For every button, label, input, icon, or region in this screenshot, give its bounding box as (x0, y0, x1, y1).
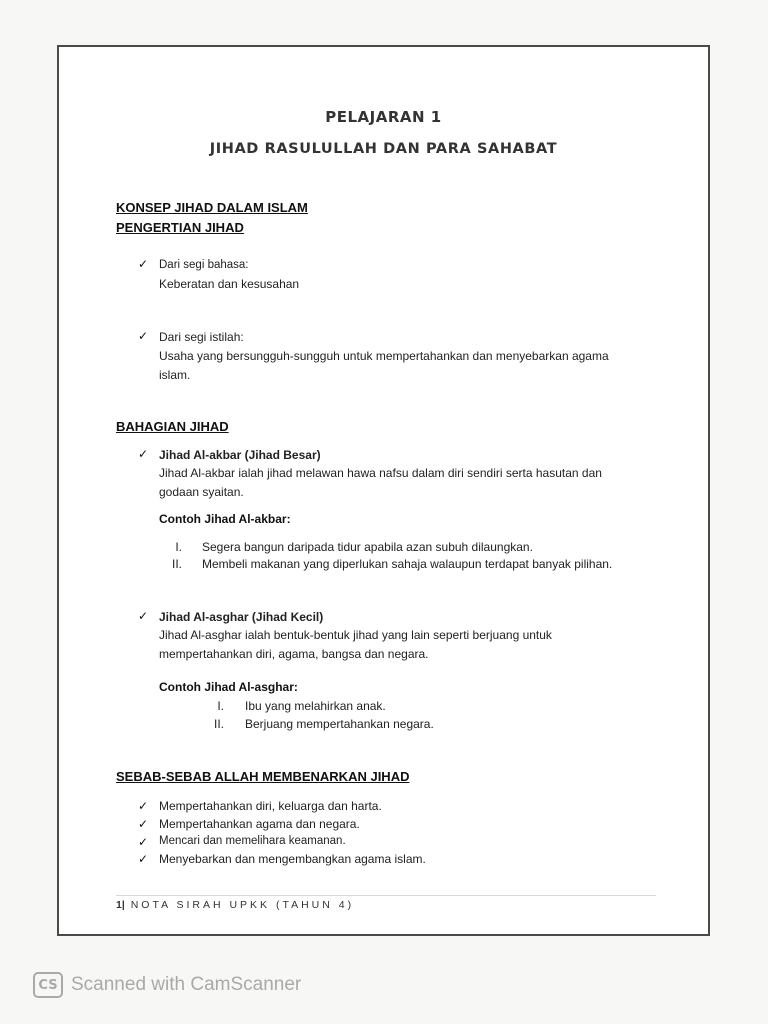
check-icon: ✓ (138, 817, 149, 831)
check-icon: ✓ (138, 329, 149, 343)
definition-2-line1: Usaha yang bersungguh-sungguh untuk mempertahankan dan menyebarkan agama (159, 349, 609, 363)
asghar-title: Jihad Al-asghar (Jihad Kecil) (159, 610, 324, 624)
asghar-example-item: Berjuang mempertahankan negara. (245, 717, 434, 731)
list-number: II. (171, 557, 182, 571)
asghar-desc-line2: mempertahankan diri, agama, bangsa dan negara. (159, 647, 429, 661)
akbar-example-item: Segera bangun daripada tidur apabila azan subuh dilaungkan. (202, 540, 533, 554)
footer-text: NOTA SIRAH UPKK (TAHUN 4) (130, 899, 355, 911)
check-icon: ✓ (138, 609, 149, 623)
section-heading-konsep: KONSEP JIHAD DALAM ISLAM (116, 200, 308, 215)
check-icon: ✓ (138, 257, 149, 271)
section-heading-bahagian: BAHAGIAN JIHAD (116, 419, 229, 434)
asghar-example-item: Ibu yang melahirkan anak. (245, 699, 386, 713)
list-number: I. (217, 699, 224, 713)
footer-divider (116, 895, 656, 896)
reason-item: Menyebarkan dan mengembangkan agama islam. (159, 852, 426, 866)
footer-separator: | (121, 899, 125, 911)
definition-2-line2: islam. (159, 368, 191, 382)
document-page (57, 45, 710, 936)
asghar-example-heading: Contoh Jihad Al-asghar: (159, 680, 298, 694)
check-icon: ✓ (138, 447, 149, 461)
definition-2-label: Dari segi istilah: (159, 330, 244, 344)
subheading-pengertian: PENGERTIAN JIHAD (116, 220, 244, 235)
definition-1-text: Keberatan dan kesusahan (159, 277, 300, 291)
check-icon: ✓ (138, 799, 149, 813)
akbar-title: Jihad Al-akbar (Jihad Besar) (159, 448, 321, 462)
reason-item: Mempertahankan agama dan negara. (159, 817, 360, 831)
akbar-example-heading: Contoh Jihad Al-akbar: (159, 512, 291, 526)
akbar-example-item: Membeli makanan yang diperlukan sahaja walaupun terdapat banyak pilihan. (202, 557, 613, 571)
watermark-text: Scanned with CamScanner (71, 974, 302, 995)
check-icon: ✓ (138, 852, 149, 866)
check-icon: ✓ (138, 835, 149, 849)
list-number: II. (213, 717, 224, 731)
page-number: 1 (116, 899, 122, 911)
camscanner-logo-icon: CS (33, 972, 63, 998)
camscanner-watermark (33, 972, 301, 998)
reason-item: Mempertahankan diri, keluarga dan harta. (159, 799, 382, 813)
list-number: I. (175, 540, 182, 554)
definition-1-label: Dari segi bahasa: (159, 259, 249, 271)
akbar-desc-line1: Jihad Al-akbar ialah jihad melawan hawa nafsu dalam diri sendiri serta hasutan dan (159, 466, 602, 480)
akbar-desc-line2: godaan syaitan. (159, 485, 244, 499)
asghar-desc-line1: Jihad Al-asghar ialah bentuk-bentuk jihad yang lain seperti berjuang untuk (159, 628, 552, 642)
section-heading-sebab: SEBAB-SEBAB ALLAH MEMBENARKAN JIHAD (116, 769, 410, 784)
lesson-subtitle: JIHAD RASULULLAH DAN PARA SAHABAT (209, 141, 558, 157)
reason-item: Mencari dan memelihara keamanan. (159, 835, 346, 847)
lesson-title: PELAJARAN 1 (325, 108, 442, 126)
page-footer (116, 899, 354, 911)
